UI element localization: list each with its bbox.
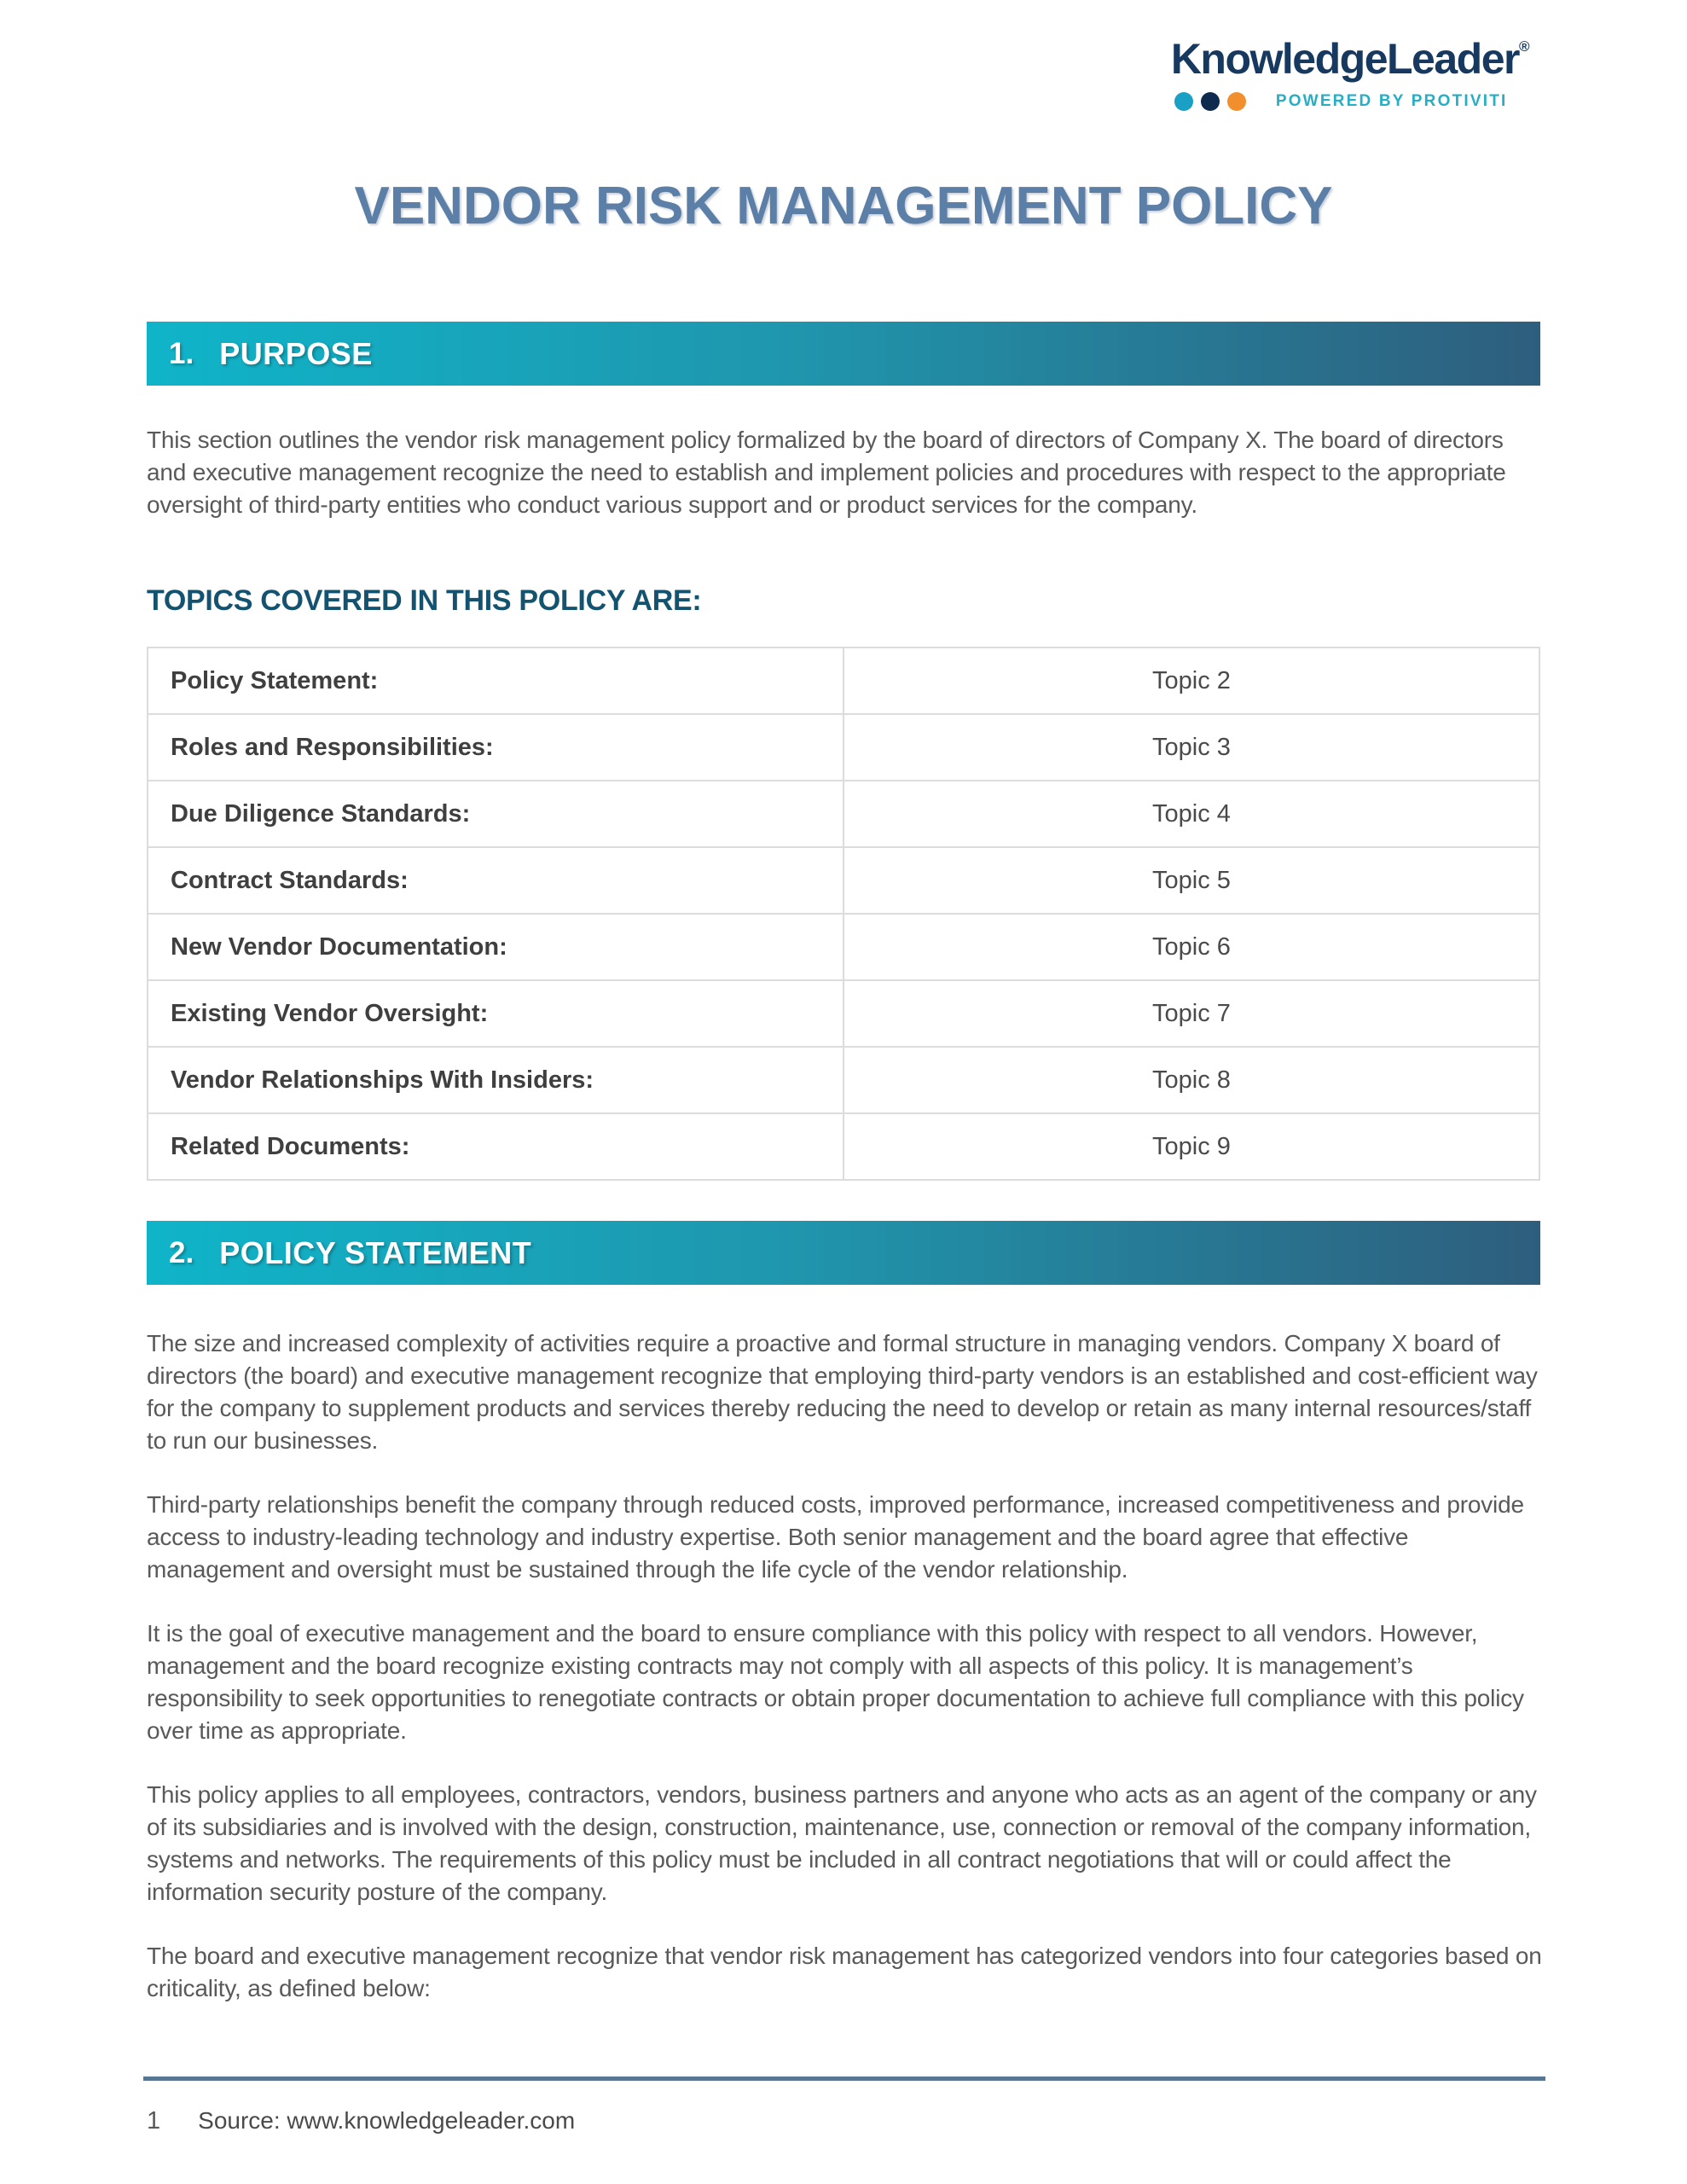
topic-label: Due Diligence Standards: xyxy=(148,781,844,847)
section-1-header xyxy=(147,322,1540,386)
topic-value: Topic 8 xyxy=(844,1047,1539,1113)
topic-value: Topic 4 xyxy=(844,781,1539,847)
policy-paragraph: The size and increased complexity of activities require a proactive and formal structure in managing vendors. Company X board of directors (the board) and executive management recognize that employing third-party vendors is an established and cost-efficient way for the company to supplement products and services thereby reducing the need to develop or retain as many internal resources/staff to run our businesses. xyxy=(147,1330,1538,1454)
page-title: VENDOR RISK MANAGEMENT POLICY xyxy=(354,177,1333,235)
section-1-heading: PURPOSE xyxy=(219,335,373,371)
page-number: 1 xyxy=(147,2107,161,2135)
policy-paragraph: The board and executive management recognize that vendor risk management has categorized vendors into four categories based on criticality, as defined below: xyxy=(147,1943,1542,2001)
table-row xyxy=(148,1047,1539,1113)
topic-value: Topic 2 xyxy=(844,648,1539,714)
table-row xyxy=(148,914,1539,980)
registered-trademark-symbol: ® xyxy=(1518,38,1528,55)
topic-value: Topic 7 xyxy=(844,980,1539,1047)
topic-label: Existing Vendor Oversight: xyxy=(148,980,844,1047)
footer xyxy=(147,2107,575,2135)
topics-table xyxy=(147,647,1540,1181)
table-row xyxy=(148,781,1539,847)
topics-heading: TOPICS COVERED IN THIS POLICY ARE: xyxy=(147,584,702,617)
topic-label: New Vendor Documentation: xyxy=(148,914,844,980)
policy-paragraph: This policy applies to all employees, contractors, vendors, business partners and anyone who acts as an agent of the company or any of its subsidiaries and is involved with the design, construction, maintenance, use, connection or removal of the company information, systems and networks. The requirements of this policy must be included in all contract negotiations that will or could affect the information security posture of the company. xyxy=(147,1781,1537,1905)
logo-dot-teal-icon xyxy=(1174,92,1193,111)
section-2-heading: POLICY STATEMENT xyxy=(219,1234,532,1270)
logo-dot-navy-icon xyxy=(1201,92,1220,111)
topic-label: Related Documents: xyxy=(148,1113,844,1180)
table-row xyxy=(148,648,1539,714)
topic-value: Topic 9 xyxy=(844,1113,1539,1180)
table-row xyxy=(148,980,1539,1047)
table-row xyxy=(148,714,1539,781)
topic-label: Contract Standards: xyxy=(148,847,844,914)
purpose-paragraph: This section outlines the vendor risk management policy formalized by the board of directors of Company X. The board of directors and executive management recognize the need to establish and implement policies and procedures with respect to the appropriate oversight of third-party entities who conduct various support and or product services for the company. xyxy=(147,427,1506,518)
policy-paragraph: It is the goal of executive management and the board to ensure compliance with this policy with respect to all vendors. However, management and the board recognize existing contracts may not comply with all aspects of this policy. It is management’s responsibility to seek opportunities to renegotiate contracts or obtain proper documentation to achieve full compliance with this policy over time as appropriate. xyxy=(147,1620,1524,1744)
policy-paragraph: Third-party relationships benefit the company through reduced costs, improved performance, increased competitiveness and provide access to industry-leading technology and industry expertise. Both senior management and the board agree that effective management and oversight must be sustained through the life cycle of the vendor relationship. xyxy=(147,1491,1524,1583)
logo-wordmark xyxy=(1171,34,1528,84)
policy-statement-body xyxy=(147,1327,1545,2036)
topic-value: Topic 5 xyxy=(844,847,1539,914)
section-2-number: 2. xyxy=(169,1235,194,1269)
footer-source: Source: www.knowledgeleader.com xyxy=(198,2107,576,2134)
logo-dot-orange-icon xyxy=(1227,92,1246,111)
logo-tagline: POWERED BY PROTIVITI xyxy=(1275,92,1508,110)
section-1-number: 1. xyxy=(169,336,194,370)
knowledgeleader-logo xyxy=(1171,34,1528,111)
section-2-header xyxy=(147,1221,1540,1285)
topic-value: Topic 3 xyxy=(844,714,1539,781)
table-row xyxy=(148,1113,1539,1180)
logo-brand-text: KnowledgeLeader xyxy=(1170,35,1519,83)
logo-subline xyxy=(1174,92,1528,111)
topic-value: Topic 6 xyxy=(844,914,1539,980)
topic-label: Policy Statement: xyxy=(148,648,844,714)
table-row xyxy=(148,847,1539,914)
topic-label: Roles and Responsibilities: xyxy=(148,714,844,781)
topic-label: Vendor Relationships With Insiders: xyxy=(148,1047,844,1113)
footer-divider xyxy=(143,2077,1545,2081)
